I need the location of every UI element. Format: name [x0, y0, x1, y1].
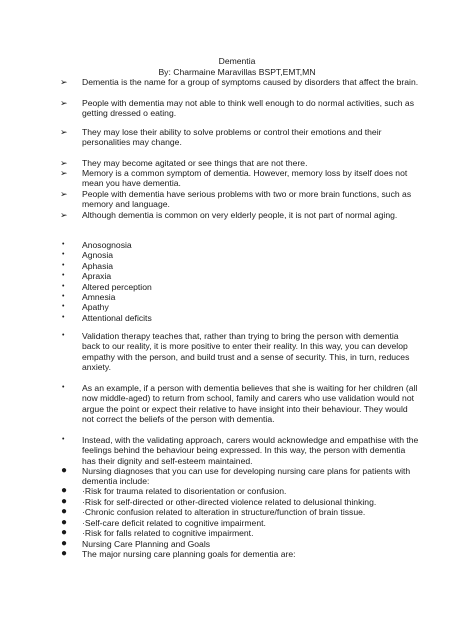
- nursing-list-item: [82, 518, 392, 528]
- bullet-marker: •: [62, 251, 65, 259]
- text-line: anxiety.: [82, 362, 111, 373]
- bullet-marker: ●: [61, 506, 68, 517]
- bullet-marker: ●: [61, 465, 68, 476]
- text-line: They may become agitated or see things that are not there.: [82, 158, 308, 168]
- bullet-marker: ➢: [60, 158, 68, 168]
- paragraph-item: [82, 383, 418, 425]
- text-line: has their dignity and self-esteem maintained.: [82, 455, 253, 466]
- text-line: People with dementia have serious problems with two or more brain functions, such as: [82, 189, 412, 199]
- symptom-item: Amnesia: [82, 292, 116, 302]
- bullet-marker: •: [62, 293, 65, 300]
- nursing-list-item: [82, 549, 392, 559]
- bullet-marker: •: [62, 436, 65, 443]
- bullet-marker: •: [62, 332, 65, 339]
- bullet-marker: •: [62, 261, 65, 269]
- text-line: feelings behind the behaviour being expressed. In this way, the person with dementia: [82, 445, 406, 456]
- bullet-marker: ➢: [60, 77, 68, 87]
- bullet-marker: ●: [61, 496, 68, 507]
- text-line: ·Chronic confusion related to alteration in structure/function of brain tissue.: [82, 507, 366, 517]
- text-line: Validation therapy teaches that, rather than trying to bring the person with dementia: [82, 331, 399, 341]
- bullet-marker: ➢: [60, 127, 68, 137]
- bullet-marker: ●: [61, 527, 68, 538]
- bullet-marker: •: [62, 303, 65, 311]
- bullet-marker: ➢: [60, 98, 68, 108]
- arrow-list-item: [82, 158, 392, 168]
- text-line: dementia include:: [82, 476, 150, 487]
- bullet-marker: ➢: [60, 168, 68, 178]
- bullet-marker: •: [62, 313, 65, 321]
- text-line: ·Self-care deficit related to cognitive impairment.: [82, 518, 266, 528]
- bullet-marker: ●: [61, 485, 68, 496]
- arrow-list-item: [82, 98, 415, 119]
- bullet-marker: ●: [61, 538, 68, 549]
- bullet-marker: •: [62, 241, 65, 248]
- symptom-item: Attentional deficits: [82, 312, 152, 323]
- text-line: now middle-aged) to return from school, family and carers who use validation would not: [82, 393, 414, 404]
- text-line: getting dressed o eating.: [82, 108, 177, 119]
- nursing-list-item: [82, 497, 392, 507]
- symptom-item: Altered perception: [82, 281, 152, 292]
- arrow-list-item: [82, 77, 419, 87]
- nursing-list-item: [82, 539, 392, 549]
- text-line: back to our reality, it is more positive to enter their reality. In this way, you can develop: [82, 341, 408, 352]
- text-line: memory and language.: [82, 199, 170, 210]
- text-line: ·Risk for trauma related to disorientation or confusion.: [82, 486, 287, 496]
- nursing-list-item: [82, 466, 411, 487]
- text-line: Memory is a common symptom of dementia. However, memory loss by itself does not: [82, 168, 408, 178]
- bullet-marker: ➢: [60, 189, 68, 199]
- arrow-list-item: [82, 210, 398, 220]
- text-line: They may lose their ability to solve problems or control their emotions and their: [82, 127, 382, 137]
- document-author: By: Charmaine Maravillas BSPT,EMT,MN: [158, 67, 316, 77]
- arrow-list-item: [82, 168, 408, 189]
- paragraph-item: [82, 331, 410, 373]
- paragraph-item: [82, 435, 419, 466]
- text-line: People with dementia may not able to think well enough to do normal activities, such as: [82, 98, 415, 108]
- bullet-marker: •: [62, 384, 65, 391]
- text-line: Although dementia is common on very elderly people, it is not part of normal aging.: [82, 210, 398, 220]
- text-line: not correct the beliefs of the person with dementia.: [82, 414, 275, 425]
- text-line: Instead, with the validating approach, carers would acknowledge and empathise with the: [82, 435, 419, 445]
- text-line: ·Risk for falls related to cognitive impairment.: [82, 528, 254, 538]
- text-line: empathy with the person, and build trust and a sense of security. This, in turn, reduces: [82, 351, 410, 362]
- symptom-item: Agnosia: [82, 250, 114, 261]
- bullet-marker: •: [62, 282, 65, 290]
- bullet-marker: ●: [61, 548, 68, 559]
- nursing-list-item: [82, 486, 392, 496]
- nursing-list-item: [82, 507, 392, 517]
- text-line: Nursing Care Planning and Goals: [82, 539, 211, 549]
- nursing-list-item: [82, 528, 392, 538]
- text-line: Nursing diagnoses that you can use for developing nursing care plans for patients with: [82, 466, 411, 476]
- text-line: As an example, if a person with dementia believes that she is waiting for her children (all: [82, 383, 418, 393]
- text-line: argue the point or expect their relative to have insight into their behaviour. They would: [82, 403, 408, 414]
- text-line: Dementia is the name for a group of symptoms caused by disorders that affect the brain.: [82, 77, 419, 87]
- text-line: ·Risk for self-directed or other-directed violence related to delusional thinking.: [82, 497, 377, 507]
- symptom-item: Aphasia: [82, 260, 114, 271]
- bullet-marker: •: [62, 272, 65, 280]
- document-title: Dementia: [218, 56, 256, 66]
- text-line: mean you have dementia.: [82, 178, 181, 189]
- symptom-item: Apathy: [82, 302, 109, 313]
- symptom-item: Apraxia: [82, 271, 112, 282]
- text-line: The major nursing care planning goals for dementia are:: [82, 549, 296, 559]
- arrow-list-item: [82, 189, 412, 210]
- text-line: personalities may change.: [82, 137, 182, 148]
- bullet-marker: ➢: [60, 210, 68, 220]
- arrow-list-item: [82, 127, 392, 148]
- symptom-item: Anosognosia: [82, 240, 132, 250]
- bullet-marker: ●: [61, 517, 68, 528]
